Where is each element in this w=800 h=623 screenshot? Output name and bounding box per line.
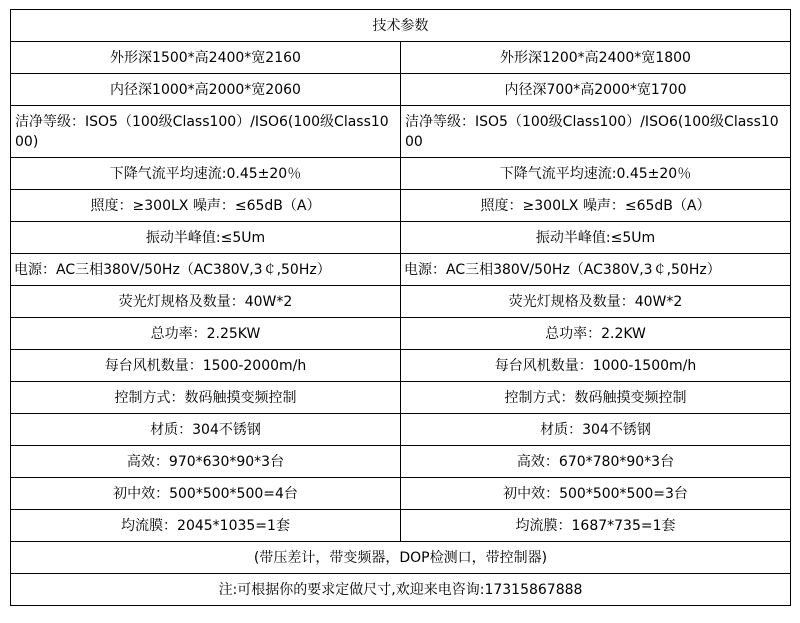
table-row <box>11 350 791 382</box>
spec-cell-right: 振动半峰值:≤5Um <box>401 222 791 254</box>
table-row <box>11 446 791 478</box>
table-row <box>11 382 791 414</box>
spec-table <box>10 9 791 606</box>
spec-cell-right: 总功率：2.2KW <box>401 318 791 350</box>
spec-cell-right: 照度：≥300LX 噪声：≤65dB（A） <box>401 190 791 222</box>
spec-cell-left: 总功率：2.25KW <box>11 318 401 350</box>
spec-cell-right: 荧光灯规格及数量：40W*2 <box>401 286 791 318</box>
spec-cell-right: 初中效：500*500*500=3台 <box>401 478 791 510</box>
spec-cell-left: 材质：304不锈钢 <box>11 414 401 446</box>
spec-cell-left: 电源：AC三相380V/50Hz（AC380V,3￠,50Hz） <box>11 254 401 286</box>
spec-cell-left: 每台风机数量：1500-2000m/h <box>11 350 401 382</box>
table-row <box>11 74 791 106</box>
footer-note-row <box>11 542 791 574</box>
table-row <box>11 510 791 542</box>
table-row <box>11 42 791 74</box>
spec-cell-right: 下降气流平均速流:0.45±20％ <box>401 158 791 190</box>
spec-cell-right: 外形深1200*高2400*宽1800 <box>401 42 791 74</box>
spec-cell-right: 每台风机数量：1000-1500m/h <box>401 350 791 382</box>
spec-cell-left: 洁净等级：ISO5（100级Class100）/ISO6(100级Class1000) <box>11 106 401 158</box>
spec-cell-left: 内径深1000*高2000*宽2060 <box>11 74 401 106</box>
spec-cell-right: 洁净等级：ISO5（100级Class100）/ISO6(100级Class1000 <box>401 106 791 158</box>
table-row <box>11 318 791 350</box>
table-row <box>11 414 791 446</box>
spec-sheet <box>10 9 790 606</box>
spec-cell-left: 高效：970*630*90*3台 <box>11 446 401 478</box>
spec-cell-left: 振动半峰值:≤5Um <box>11 222 401 254</box>
table-row <box>11 478 791 510</box>
spec-cell-right: 电源：AC三相380V/50Hz（AC380V,3￠,50Hz） <box>401 254 791 286</box>
spec-cell-left: 控制方式：数码触摸变频控制 <box>11 382 401 414</box>
table-row <box>11 190 791 222</box>
spec-cell-left: 荧光灯规格及数量：40W*2 <box>11 286 401 318</box>
spec-cell-left: 初中效：500*500*500=4台 <box>11 478 401 510</box>
spec-cell-right: 均流膜：1687*735=1套 <box>401 510 791 542</box>
spec-cell-right: 控制方式：数码触摸变频控制 <box>401 382 791 414</box>
table-title: 技术参数 <box>11 10 791 42</box>
spec-cell-right: 高效：670*780*90*3台 <box>401 446 791 478</box>
contact-note-row <box>11 574 791 606</box>
spec-cell-right: 内径深700*高2000*宽1700 <box>401 74 791 106</box>
contact-note: 注:可根据你的要求定做尺寸,欢迎来电咨询:17315867888 <box>11 574 791 606</box>
spec-cell-right: 材质：304不锈钢 <box>401 414 791 446</box>
spec-cell-left: 照度：≥300LX 噪声：≤65dB（A） <box>11 190 401 222</box>
table-row <box>11 158 791 190</box>
table-row <box>11 286 791 318</box>
spec-cell-left: 外形深1500*高2400*宽2160 <box>11 42 401 74</box>
footer-note: (带压差计，带变频器，DOP检测口，带控制器) <box>11 542 791 574</box>
table-row <box>11 106 791 158</box>
spec-cell-left: 下降气流平均速流:0.45±20％ <box>11 158 401 190</box>
table-row <box>11 254 791 286</box>
table-row <box>11 222 791 254</box>
spec-cell-left: 均流膜：2045*1035=1套 <box>11 510 401 542</box>
table-title-row <box>11 10 791 42</box>
